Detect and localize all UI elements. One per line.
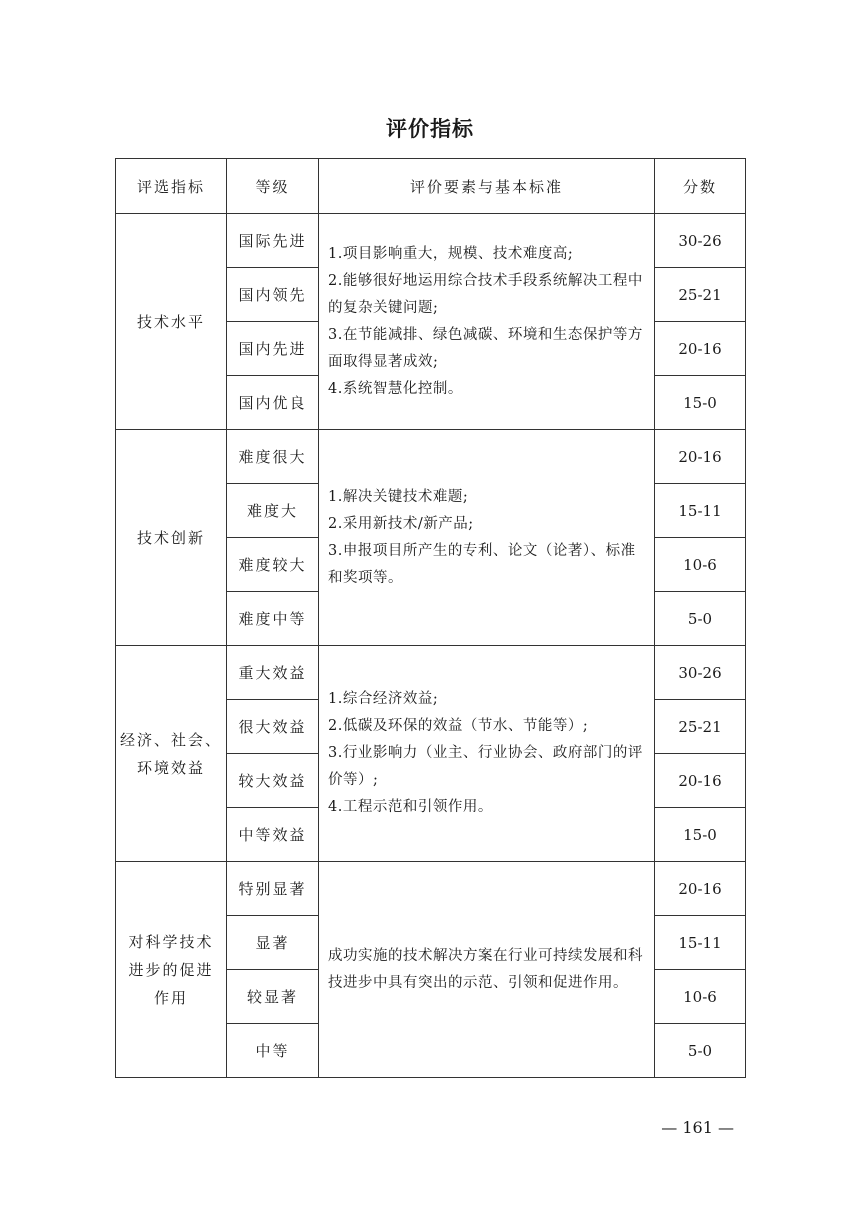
page-title: 评价指标	[386, 117, 474, 141]
criteria-line: 4.系统智慧化控制。	[328, 380, 463, 397]
criteria-line: 2.低碳及环保的效益（节水、节能等）;	[328, 718, 589, 734]
criteria-cell-benefits	[319, 646, 655, 862]
level-cell: 难度很大	[227, 430, 319, 484]
level-cell: 难度较大	[227, 538, 319, 592]
criteria-cell-tech-level	[319, 214, 655, 430]
score-cell: 25-21	[655, 268, 746, 322]
level-cell: 难度大	[227, 484, 319, 538]
criteria-line: 3.在节能减排、绿色减碳、环境和生态保护等方面取得显著成效;	[328, 326, 643, 370]
level-cell: 中等	[227, 1024, 319, 1078]
score-cell: 15-0	[655, 376, 746, 430]
level-cell: 很大效益	[227, 700, 319, 754]
criteria-cell-tech-innovation	[319, 430, 655, 646]
indicator-line: 对科学技术	[128, 932, 214, 951]
indicator-cell-tech-level: 技术水平	[116, 214, 227, 430]
level-cell: 难度中等	[227, 592, 319, 646]
score-cell: 25-21	[655, 700, 746, 754]
header-indicator: 评选指标	[116, 159, 227, 214]
criteria-line: 1.综合经济效益;	[328, 691, 439, 707]
indicator-line: 进步的促进	[128, 960, 214, 979]
score-cell: 10-6	[655, 970, 746, 1024]
evaluation-table	[115, 158, 746, 1078]
level-cell: 国内先进	[227, 322, 319, 376]
level-cell: 中等效益	[227, 808, 319, 862]
header-level: 等级	[227, 159, 319, 214]
criteria-line: 3.申报项目所产生的专利、论文（论著）、标准和奖项等。	[328, 542, 636, 586]
score-cell: 15-0	[655, 808, 746, 862]
criteria-line: 1.解决关键技术难题;	[328, 488, 469, 505]
criteria-line: 2.能够很好地运用综合技术手段系统解决工程中的复杂关键问题;	[328, 272, 643, 316]
level-cell: 特别显著	[227, 862, 319, 916]
score-cell: 5-0	[655, 1024, 746, 1078]
indicator-line: 作用	[153, 988, 188, 1007]
indicator-line: 经济、社会、	[120, 730, 223, 749]
level-cell: 显著	[227, 916, 319, 970]
score-cell: 15-11	[655, 916, 746, 970]
criteria-line: 成功实施的技术解决方案在行业可持续发展和科技进步中具有突出的示范、引领和促进作用。	[328, 947, 643, 991]
level-cell: 国内优良	[227, 376, 319, 430]
score-cell: 30-26	[655, 214, 746, 268]
table-row	[116, 430, 746, 484]
criteria-line: 2.采用新技术/新产品;	[328, 515, 474, 532]
score-cell: 20-16	[655, 862, 746, 916]
header-score: 分数	[655, 159, 746, 214]
level-cell: 国内领先	[227, 268, 319, 322]
criteria-line: 3.行业影响力（业主、行业协会、政府部门的评价等）;	[328, 745, 643, 788]
level-cell: 较显著	[227, 970, 319, 1024]
level-cell: 重大效益	[227, 646, 319, 700]
score-cell: 5-0	[655, 592, 746, 646]
score-cell: 10-6	[655, 538, 746, 592]
header-criteria: 评价要素与基本标准	[319, 159, 655, 214]
table-row	[116, 862, 746, 916]
score-cell: 20-16	[655, 322, 746, 376]
indicator-line: 环境效益	[136, 758, 205, 777]
table-row	[116, 214, 746, 268]
criteria-line: 1.项目影响重大，规模、技术难度高;	[328, 245, 574, 262]
score-cell: 20-16	[655, 754, 746, 808]
indicator-cell-benefits	[116, 646, 227, 862]
score-cell: 20-16	[655, 430, 746, 484]
table-row	[116, 646, 746, 700]
indicator-cell-tech-innovation: 技术创新	[116, 430, 227, 646]
criteria-cell-sci-progress	[319, 862, 655, 1078]
score-cell: 30-26	[655, 646, 746, 700]
page-number: — 161 —	[661, 1118, 734, 1137]
indicator-cell-sci-progress	[116, 862, 227, 1078]
table-header-row	[116, 159, 746, 214]
level-cell: 国际先进	[227, 214, 319, 268]
level-cell: 较大效益	[227, 754, 319, 808]
criteria-line: 4.工程示范和引领作用。	[328, 799, 493, 815]
score-cell: 15-11	[655, 484, 746, 538]
